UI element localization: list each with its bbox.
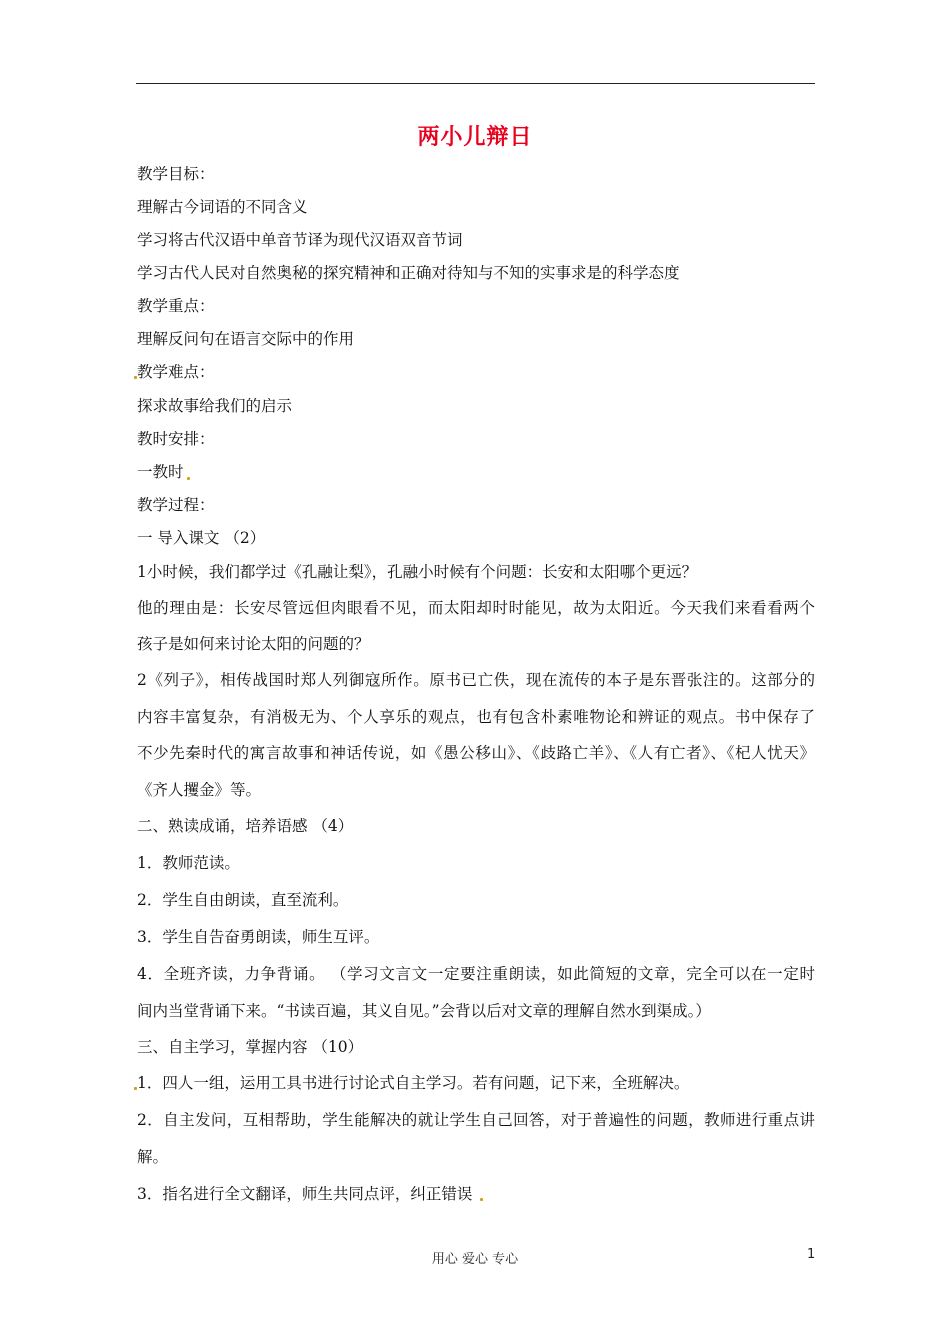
- text-line: 内容丰富复杂，有消极无为、个人享乐的观点，也有包含朴素唯物论和辨证的观点。书中保存了: [137, 708, 815, 726]
- text-line: 学习将古代汉语中单音节译为现代汉语双音节词: [137, 231, 463, 249]
- text-line: 教学难点：: [137, 363, 215, 381]
- text-line: 他的理由是：长安尽管远但肉眼看不见，而太阳却时时能见，故为太阳近。今天我们来看看两个: [137, 599, 815, 617]
- page-number: 1: [807, 1247, 816, 1262]
- text-line: 二、熟读成诵，培养语感 （4）: [137, 817, 354, 835]
- text-line: 1．教师范读。: [137, 854, 240, 872]
- text-line: 教学重点：: [137, 297, 215, 315]
- artifact-mark: [480, 1198, 483, 1201]
- text-line: 探求故事给我们的启示: [137, 397, 293, 415]
- text-line: 教学目标：: [137, 165, 215, 183]
- text-line: 4．全班齐读，力争背诵。 （学习文言文一定要注重朗读，如此简短的文章，完全可以在一定时: [137, 965, 815, 983]
- text-line: 一教时: [137, 463, 184, 481]
- text-line: 2．学生自由朗读，直至流利。: [137, 891, 349, 909]
- text-line: 2《列子》，相传战国时郑人列御寇所作。原书已亡佚，现在流传的本子是东晋张注的。这部分的: [137, 671, 815, 689]
- text-line: 1．四人一组，运用工具书进行讨论式自主学习。若有问题，记下来，全班解决。: [137, 1074, 690, 1092]
- text-line: 孩子是如何来讨论太阳的问题的？: [137, 635, 370, 653]
- artifact-mark: [134, 376, 137, 379]
- text-line: 3．学生自告奋勇朗读，师生互评。: [137, 928, 380, 946]
- text-line: 2．自主发问，互相帮助，学生能解决的就让学生自己回答，对于普遍性的问题，教师进行重点讲: [137, 1111, 815, 1129]
- text-line: 教时安排：: [137, 430, 215, 448]
- artifact-mark: [187, 477, 190, 480]
- text-line: 一 导入课文 （2）: [137, 529, 266, 547]
- text-line: 间内当堂背诵下来。“书读百遍，其义自见。”会背以后对文章的理解自然水到渠成。）: [137, 1002, 711, 1020]
- text-line: 《齐人攫金》等。: [137, 781, 262, 799]
- header-rule: [136, 83, 815, 84]
- text-line: 3．指名进行全文翻译，师生共同点评，纠正错误: [137, 1185, 473, 1203]
- page-footer: 用心 爱心 专心: [431, 1252, 519, 1267]
- text-line: 教学过程：: [137, 496, 215, 514]
- document-title: 两小儿辩日: [417, 125, 533, 150]
- text-line: 理解反问句在语言交际中的作用: [137, 330, 355, 348]
- text-line: 学习古代人民对自然奥秘的探究精神和正确对待知与不知的实事求是的科学态度: [137, 264, 680, 282]
- text-line: 三、自主学习，掌握内容 （10）: [137, 1038, 364, 1056]
- text-line: 1小时候，我们都学过《孔融让梨》，孔融小时候有个问题：长安和太阳哪个更远？: [137, 563, 698, 581]
- text-line: 理解古今词语的不同含义: [137, 198, 308, 216]
- text-line: 不少先秦时代的寓言故事和神话传说，如《愚公移山》、《歧路亡羊》、《人有亡者》、《杞人忧天》: [137, 744, 815, 762]
- artifact-mark: [134, 1087, 137, 1090]
- text-line: 解。: [137, 1148, 169, 1166]
